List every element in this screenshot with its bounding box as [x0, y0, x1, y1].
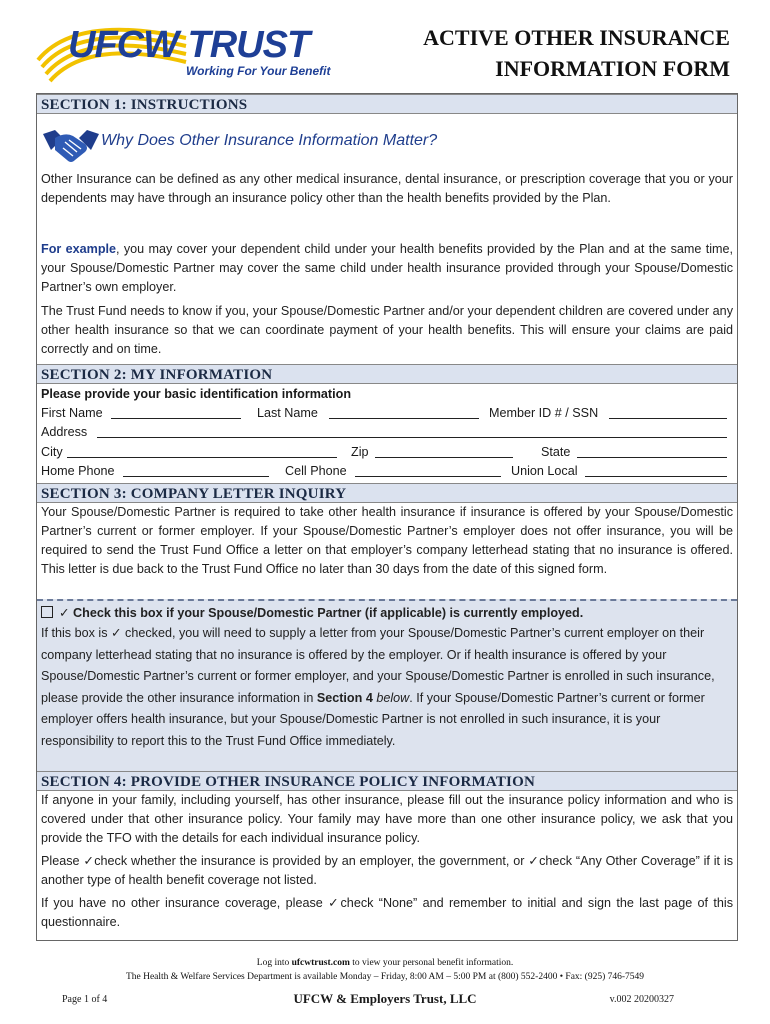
- section-1-para-2: [41, 240, 733, 297]
- state-label: State: [541, 445, 571, 459]
- footer-contact-line: The Health & Welfare Services Department is available Monday – Friday, 8:00 AM – 5:00 PM at (800) 552-2400 • Fax: (925) 746-7549: [125, 972, 645, 982]
- logo-tagline: Working For Your Benefit: [186, 64, 331, 78]
- example-text: , you may cover your dependent child under your health benefits provided by the Plan and at the same time, your Spouse/Domestic Partner may cover the same child under health insurance provided through your Spouse/Domestic Partner’s own employer.: [41, 242, 733, 294]
- page-number: Page 1 of 4: [62, 994, 108, 1005]
- section-1-para-3: The Trust Fund needs to know if you, your Spouse/Domestic Partner and/or your dependent children are covered under any other health insurance so that we can coordinate payment of your health benefits. This will ensure your claims are paid correctly and on time.: [41, 304, 733, 356]
- employment-checkbox-row: [41, 603, 733, 625]
- section-4-para-3: If you have no other insurance coverage, please ✓check “None” and remember to initial and sign the last page of this questionnaire.: [41, 896, 733, 929]
- handshake-icon: [41, 124, 101, 170]
- section-1-heading: SECTION 1: INSTRUCTIONS: [37, 94, 737, 114]
- home-phone-label: Home Phone: [41, 464, 115, 478]
- phone-row: [41, 462, 733, 482]
- instructions-text-b: . If your Spouse/Domestic Partner’s current or former employer offers health insurance, but your Spouse/Domestic Partner is not enrolled in such insurance, it is your responsibility to report this to the Trust Fund Office immediately.: [41, 690, 705, 748]
- footer-org: UFCW & Employers Trust, LLC: [293, 991, 477, 1006]
- first-name-label: First Name: [41, 406, 103, 420]
- section-4-para-2: Please ✓check whether the insurance is provided by an employer, the government, or ✓check “Any Other Coverage” if it is another type of health benefit coverage not listed.: [41, 854, 733, 887]
- last-name-label: Last Name: [257, 406, 318, 420]
- employment-checkbox-panel: [37, 599, 737, 775]
- ufcw-trust-logo: [36, 20, 331, 84]
- city-row: [41, 443, 733, 463]
- section-4-ref: Section 4: [316, 690, 373, 705]
- address-row: [41, 423, 733, 443]
- below-ref: below: [372, 690, 410, 705]
- logo-wordmark: UFCW TRUST: [68, 24, 310, 66]
- form-body: [36, 93, 738, 941]
- employment-checkbox-label: ✓ Check this box if your Spouse/Domestic Partner (if applicable) is currently employed.: [59, 606, 584, 620]
- cell-phone-label: Cell Phone: [285, 464, 347, 478]
- employment-instructions: [41, 623, 733, 752]
- address-label: Address: [41, 425, 88, 439]
- union-local-label: Union Local: [511, 464, 578, 478]
- section-1-subheading: Why Does Other Insurance Information Matter?: [101, 132, 438, 149]
- name-row: [41, 404, 733, 424]
- zip-label: Zip: [351, 445, 369, 459]
- section-3-para: Your Spouse/Domestic Partner is required to take other health insurance if insurance is offered by your Spouse/Domestic Partner’s current or former employer. If your Spouse/Domestic Partner’s employer does not offer insurance, you will be required to send the Trust Fund Office a letter on that employer’s company letterhead stating that no insurance is offered. This letter is due back to the Trust Fund Office no later than 30 days from the date of this signed form.: [41, 505, 733, 576]
- footer-login-line: [0, 958, 770, 968]
- section-2-heading: SECTION 2: MY INFORMATION: [37, 364, 737, 384]
- login-pre: Log into: [256, 958, 292, 968]
- form-title: [423, 22, 730, 84]
- example-label: For example: [41, 242, 117, 256]
- login-post: to view your personal benefit information.: [349, 958, 514, 968]
- title-line-2: INFORMATION FORM: [495, 56, 730, 81]
- prompt-text: Please provide your basic identification information: [41, 387, 352, 401]
- section-4-para-1: If anyone in your family, including yourself, has other insurance, please fill out the insurance policy information and who is covered under that other insurance policy. Your family may have more than one other insurance policy, we ask that you provide the TFO with the details for each individual insurance policy.: [41, 793, 733, 845]
- section-1-para-1: Other Insurance can be defined as any other medical insurance, dental insurance, or prescription coverage that you or your dependents may have through an insurance policy other than the health benefits provided by the Plan.: [41, 172, 733, 205]
- employment-checkbox[interactable]: [41, 606, 53, 618]
- section-3-heading: SECTION 3: COMPANY LETTER INQUIRY: [37, 483, 737, 503]
- instructions-text-a: If this box is ✓ checked, you will need to supply a letter from your Spouse/Domestic Partner’s current employer on their company letterhead stating that no insurance is offered by the employer. Or if health insurance is offered by your Spouse/Domestic Partner’s current or former employer, and your Spouse/Domestic Partner is enrolled in such insurance, please provide the other insurance information in: [41, 626, 715, 705]
- section-4-heading: SECTION 4: PROVIDE OTHER INSURANCE POLICY INFORMATION: [37, 771, 737, 791]
- member-id-label: Member ID # / SSN: [489, 406, 599, 420]
- website-link[interactable]: ufcwtrust.com: [291, 958, 350, 968]
- title-line-1: ACTIVE OTHER INSURANCE: [423, 25, 730, 50]
- version-label: v.002 20200327: [609, 994, 674, 1005]
- city-label: City: [41, 445, 63, 459]
- section-2-prompt: [41, 385, 733, 405]
